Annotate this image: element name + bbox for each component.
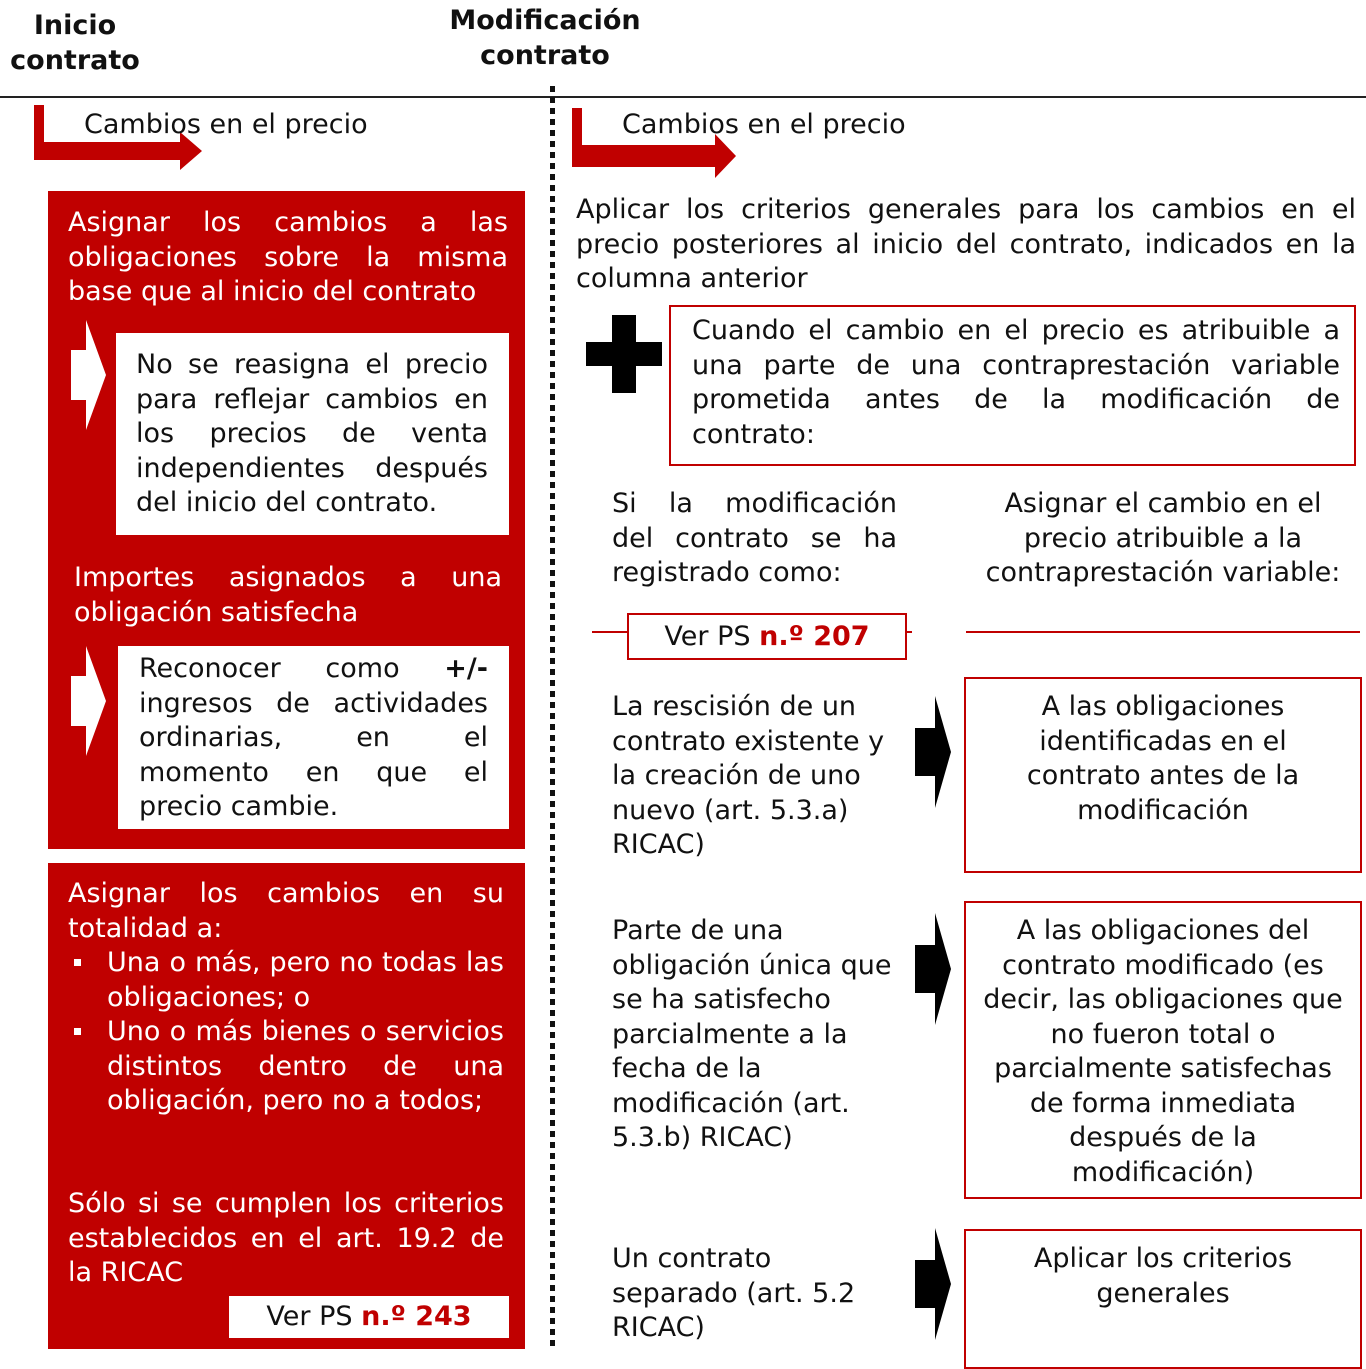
ref-ps-243[interactable]: Ver PS n.º 243 [229,1296,509,1338]
right-arrow-icon [68,320,108,430]
header-right-title: Modificación contrato [449,5,641,71]
column-divider [550,86,555,1349]
plus-minus-label: +/- [444,653,488,684]
result-text-1: A las obligaciones identificadas en el contrato antes de la modificación [1026,691,1300,826]
left-box2-heading: Asignar los cambios en su totalidad a: [68,878,504,944]
case-column-heading: Si la modificación del contrato se ha registrado como: [612,488,897,588]
case-separate-contract: Un contrato separado (art. 5.2 RICAC) [612,1243,856,1343]
left-box2-bullets [68,946,504,1119]
left-box1-heading: Asignar los cambios a las obligaciones sobre la misma base que al inicio del contrato [68,207,508,307]
left-note-text: No se reasigna el precio para reflejar cambios en los precios de venta independientes después del inicio del contrato. [136,349,488,518]
case-termination: La rescisión de un contrato existente y la creación de uno nuevo (art. 5.3.a) RICAC) [612,691,885,860]
header-left-title: Inicio contrato [10,10,140,76]
right-arrow-icon [68,646,108,756]
left-section-label: Cambios en el precio [84,109,368,140]
ref-line-right [966,631,1360,633]
right-arrow-icon [913,913,953,1025]
result-text-2: A las obligaciones del contrato modificado (es decir, las obligaciones que no fueron total o parcialmente satisfechas de forma inmediata después de la modificación) [983,915,1343,1188]
case-partial-obligation: Parte de una obligación única que se ha satisfecho parcialmente a la fecha de la modificación (art. 5.3.b) RICAC) [612,915,892,1153]
result-column-heading: Asignar el cambio en el precio atribuible a la contraprestación variable: [985,488,1341,588]
left-note2-text: Reconocer como +/- ingresos de actividades ordinarias, en el momento en que el precio cambie. [139,653,488,822]
header-divider [0,96,1366,98]
right-arrow-icon [913,696,953,808]
variable-consideration-text: Cuando el cambio en el precio es atribuible a una parte de una contraprestación variable prometida antes de la modificación de contrato: [692,315,1340,450]
left-box2-condition: Sólo si se cumplen los criterios establecidos en el art. 19.2 de la RICAC [68,1188,504,1288]
right-section-label: Cambios en el precio [622,109,906,140]
left-subheading: Importes asignados a una obligación satisfecha [74,562,502,628]
plus-icon [586,315,662,393]
right-arrow-icon [913,1228,953,1340]
right-intro: Aplicar los criterios generales para los cambios en el precio posteriores al inicio del contrato, indicados en la columna anterior [576,194,1356,294]
result-text-3: Aplicar los criterios generales [1033,1243,1293,1309]
list-item: Uno o más bienes o servicios distintos dentro de una obligación, pero no a todos; [68,1015,504,1119]
list-item: Una o más, pero no todas las obligaciones; o [68,946,504,1015]
ref-ps-207[interactable]: Ver PS n.º 207 [627,613,907,660]
